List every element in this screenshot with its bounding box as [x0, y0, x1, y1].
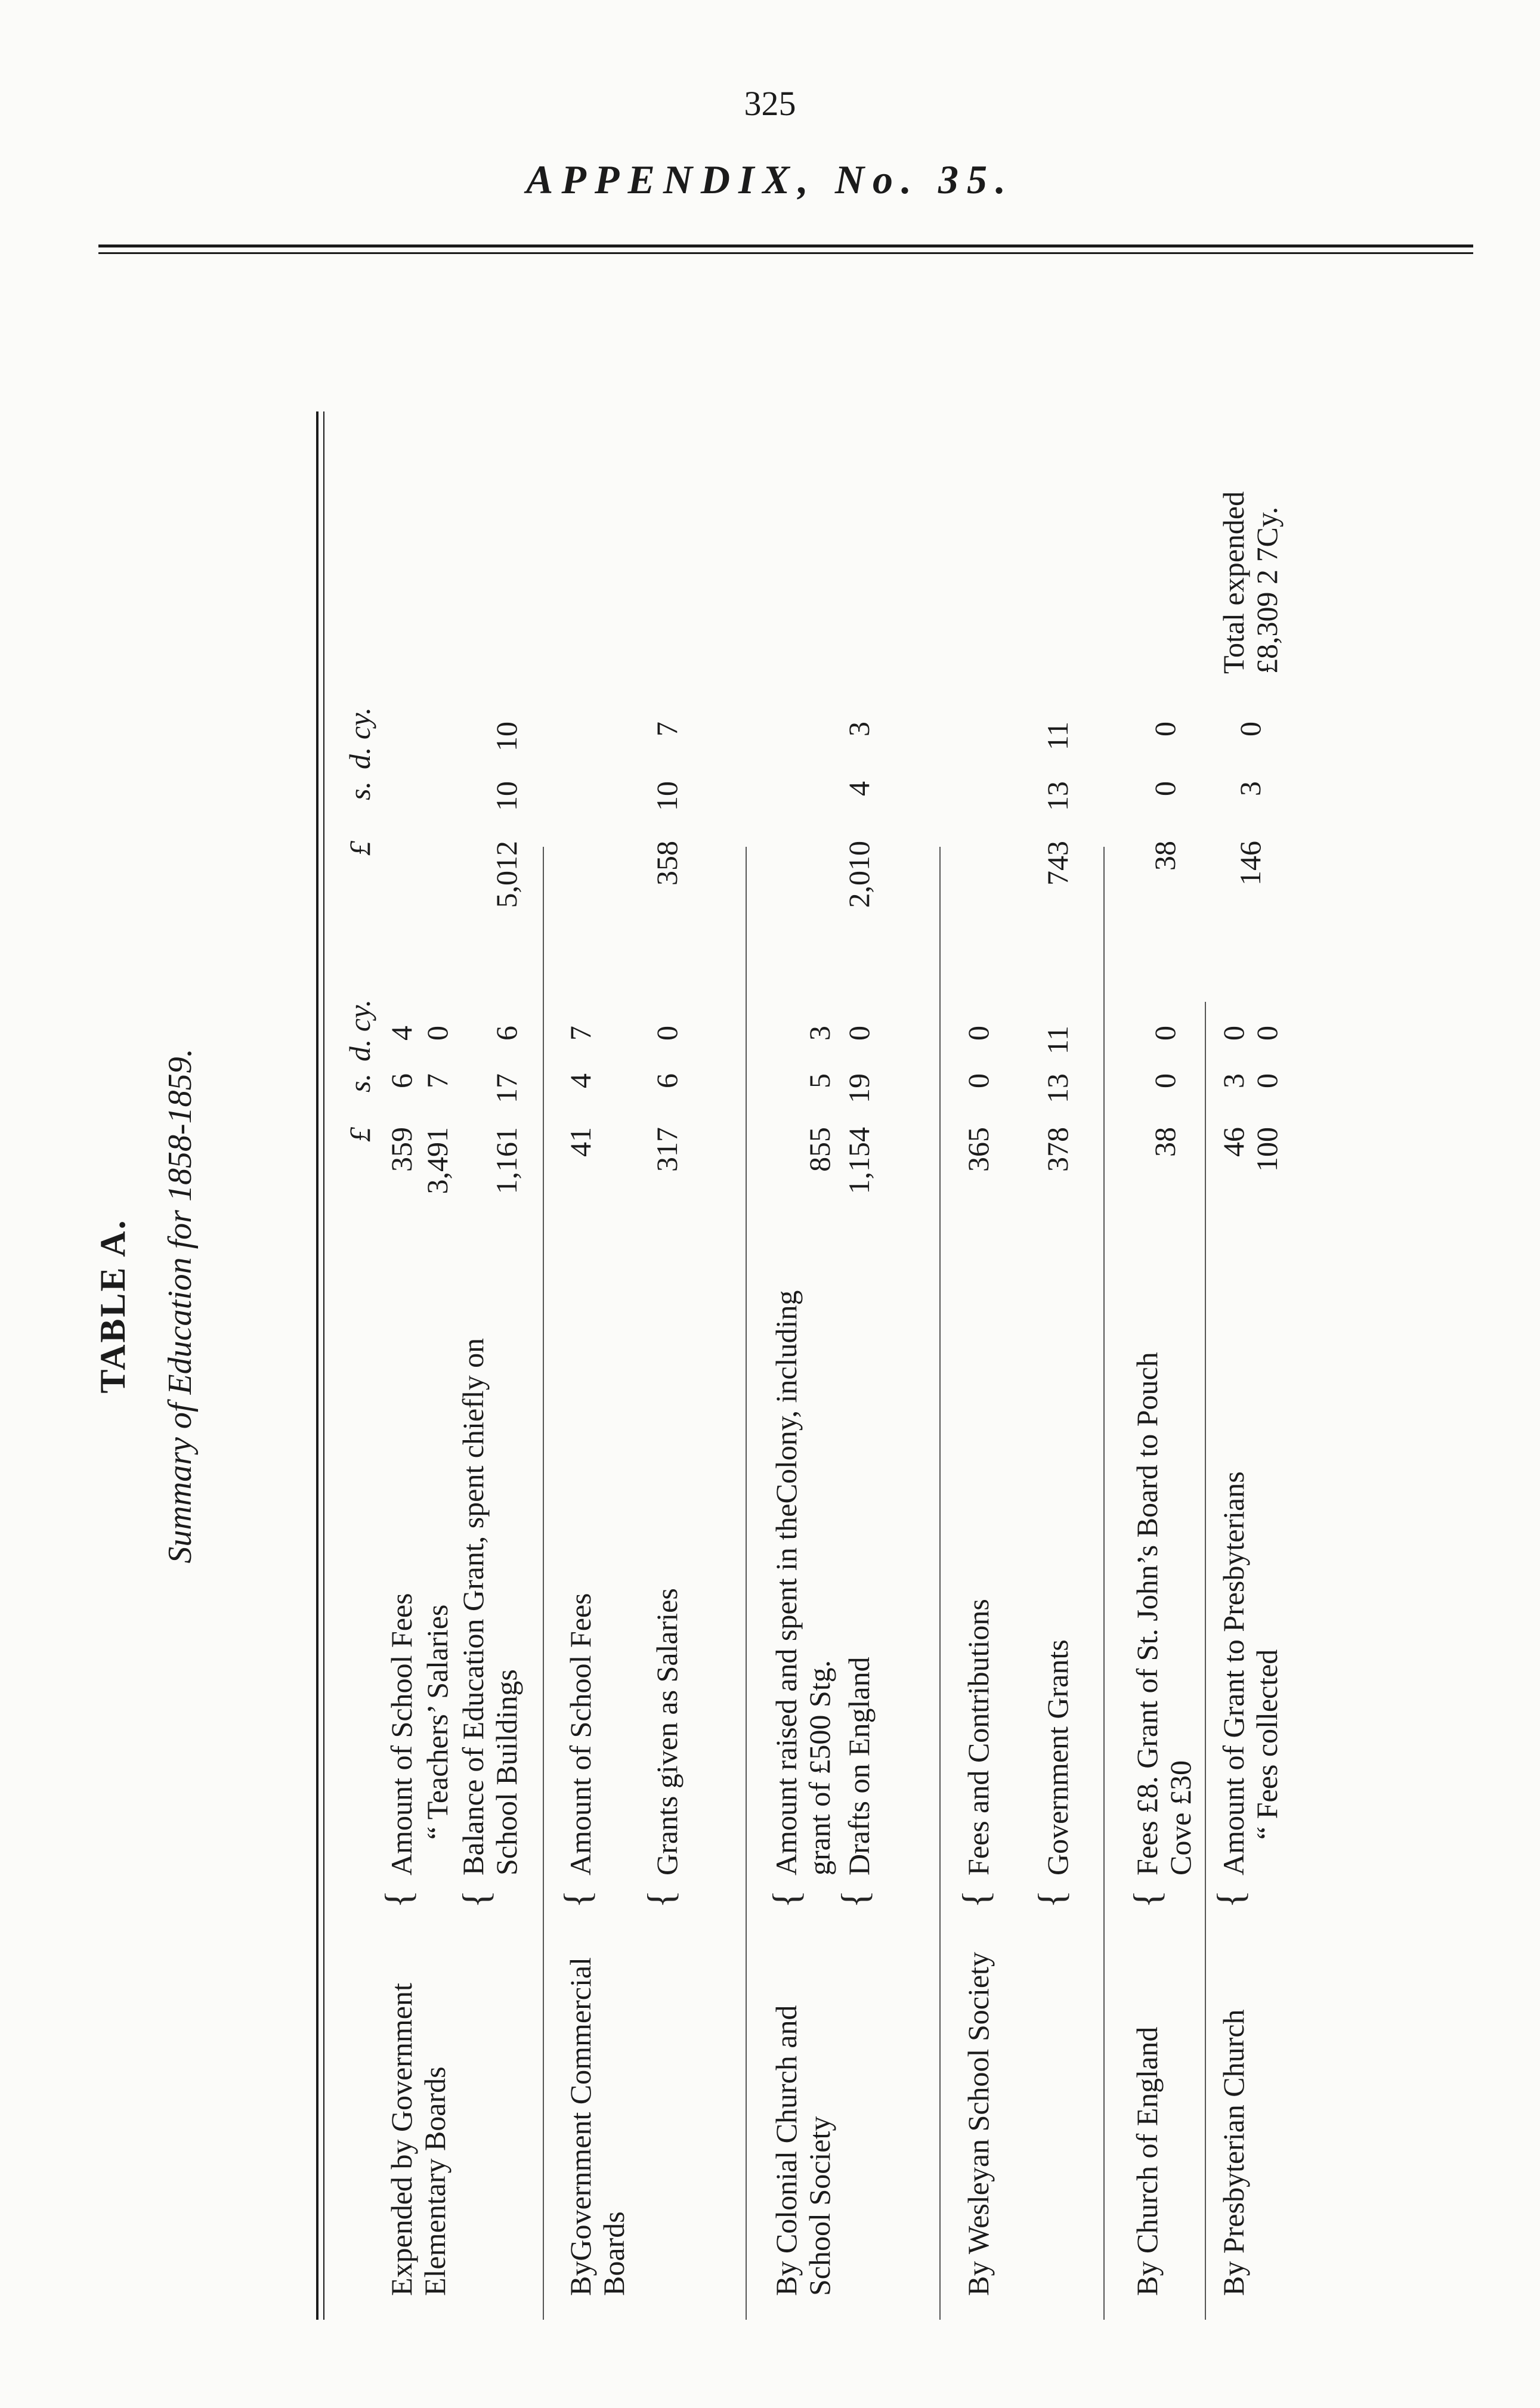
page-number: 325: [744, 84, 796, 123]
section-label: ByGovernment Commercial Boards: [564, 1957, 630, 2296]
row-shillings: 4: [564, 1073, 597, 1088]
section-total-shillings: 10: [650, 781, 684, 811]
section-total-pence: 10: [490, 722, 523, 751]
section-total-pounds: 2,010: [842, 841, 876, 908]
row-shillings: 13: [1041, 1073, 1074, 1103]
brace-icon: {: [556, 1890, 598, 1908]
section-total-shillings: 13: [1041, 781, 1074, 811]
col1-header-pence: d. cy.: [343, 999, 376, 1061]
row-description: Amount raised and spent in theColony, including grant of £500 Stg.: [769, 1290, 836, 1875]
section-total-pounds: 743: [1041, 841, 1074, 886]
brace-icon: {: [1125, 1890, 1168, 1908]
brace-icon: {: [833, 1890, 876, 1908]
section-total-pounds: 146: [1233, 841, 1267, 886]
row-pounds: 1,154: [842, 1127, 876, 1194]
col2-header-shillings: s.: [343, 781, 376, 800]
row-pence: 0: [420, 1026, 454, 1041]
row-pence: 0: [842, 1026, 876, 1041]
brace-icon: {: [1030, 1890, 1072, 1908]
section-total-shillings: 0: [1148, 781, 1182, 796]
section-divider: [1103, 847, 1105, 2320]
section-total-shillings: 10: [490, 781, 523, 811]
row-pounds: 46: [1217, 1127, 1250, 1157]
col1-header-pounds: £: [343, 1127, 376, 1142]
row-description: Drafts on England: [842, 1657, 876, 1875]
section-total-pence: 0: [1148, 722, 1182, 736]
row-description: Grants given as Salaries: [650, 1588, 684, 1875]
row-shillings: 5: [803, 1073, 836, 1088]
row-pence: 11: [1041, 1026, 1074, 1055]
row-pence: 0: [650, 1026, 684, 1041]
table-label: TABLE A.: [93, 1218, 132, 1394]
row-shillings: 0: [961, 1073, 995, 1088]
row-description: Amount of Grant to Presbyterians: [1217, 1471, 1250, 1875]
brace-icon: {: [1209, 1890, 1251, 1908]
row-pence: 0: [1217, 1026, 1250, 1041]
row-pounds: 378: [1041, 1127, 1074, 1172]
row-pence: 3: [803, 1026, 836, 1041]
row-description: Fees £8. Grant of St. John’s Board to Pouch Cove £30: [1130, 1352, 1197, 1875]
row-pounds: 38: [1148, 1127, 1182, 1157]
table-caption: Summary of Education for 1858-1859.: [162, 1048, 199, 1564]
appendix-title: APPENDIX, No. 35.: [526, 157, 1014, 202]
total-expended-label: Total expended: [1217, 491, 1250, 674]
row-description: Government Grants: [1041, 1639, 1074, 1875]
row-shillings: 0: [1250, 1073, 1284, 1088]
row-description: Fees and Contributions: [961, 1599, 995, 1875]
row-pounds: 3,491: [420, 1127, 454, 1194]
row-shillings: 17: [490, 1073, 523, 1103]
section-total-pounds: 5,012: [490, 841, 523, 908]
section-total-pounds: 38: [1148, 841, 1182, 871]
section-divider: [939, 847, 941, 2320]
row-shillings: 6: [650, 1073, 684, 1088]
section-total-shillings: 3: [1233, 781, 1267, 796]
col1-header-shillings: s.: [343, 1073, 376, 1092]
rotated-table: [0, 292, 1312, 2320]
row-pounds: 365: [961, 1127, 995, 1172]
row-shillings: 3: [1217, 1073, 1250, 1088]
col2-header-pounds: £: [343, 841, 376, 856]
row-description: Amount of School Fees: [385, 1593, 418, 1875]
section-total-pence: 7: [650, 722, 684, 736]
row-shillings: 19: [842, 1073, 876, 1103]
header-rule: [98, 244, 1473, 247]
brace-icon: {: [377, 1890, 419, 1908]
row-pence: 4: [385, 1026, 418, 1041]
section-total-pounds: 358: [650, 841, 684, 886]
section-divider: [746, 847, 747, 2320]
row-pounds: 100: [1250, 1127, 1284, 1172]
row-description: “ Teachers’ Salaries: [420, 1604, 454, 1840]
row-pence: 0: [961, 1026, 995, 1041]
section-label: By Colonial Church and School Society: [769, 2005, 836, 2296]
row-pounds: 317: [650, 1127, 684, 1172]
row-pounds: 1,161: [490, 1127, 523, 1194]
row-pence: 0: [1250, 1026, 1284, 1041]
row-description: Amount of School Fees: [564, 1593, 597, 1875]
total-expended-amount: £8,309 2 7Cy.: [1250, 506, 1284, 674]
section-divider: [543, 847, 544, 2320]
row-description: Balance of Education Grant, spent chiefly on School Buildings: [456, 1338, 523, 1875]
section-total-pence: 11: [1041, 722, 1074, 751]
section-label: By Presbyterian Church: [1217, 2009, 1250, 2296]
section-total-pence: 3: [842, 722, 876, 736]
header-rule-thin: [98, 252, 1473, 254]
row-pounds: 359: [385, 1127, 418, 1172]
row-pounds: 855: [803, 1127, 836, 1172]
section-label: By Wesleyan School Society: [961, 1952, 995, 2296]
col2-header-pence: d. cy.: [343, 707, 376, 769]
table-top-rule: [316, 411, 318, 2320]
row-shillings: 6: [385, 1073, 418, 1088]
brace-icon: {: [765, 1890, 807, 1908]
section-label: Expended by Government Elementary Boards: [385, 1983, 452, 2296]
row-pence: 7: [564, 1026, 597, 1041]
brace-icon: {: [454, 1890, 497, 1908]
row-pounds: 41: [564, 1127, 597, 1157]
row-description: “ Fees collected: [1250, 1649, 1284, 1840]
section-divider: [1205, 1002, 1206, 2320]
row-shillings: 7: [420, 1073, 454, 1088]
section-total-shillings: 4: [842, 781, 876, 796]
brace-icon: {: [954, 1890, 997, 1908]
row-shillings: 0: [1148, 1073, 1182, 1088]
brace-icon: {: [639, 1890, 682, 1908]
row-pence: 0: [1148, 1026, 1182, 1041]
section-label: By Church of England: [1130, 2026, 1164, 2296]
table-top-rule-thin: [323, 411, 324, 2320]
row-pence: 6: [490, 1026, 523, 1041]
section-total-pence: 0: [1233, 722, 1267, 736]
